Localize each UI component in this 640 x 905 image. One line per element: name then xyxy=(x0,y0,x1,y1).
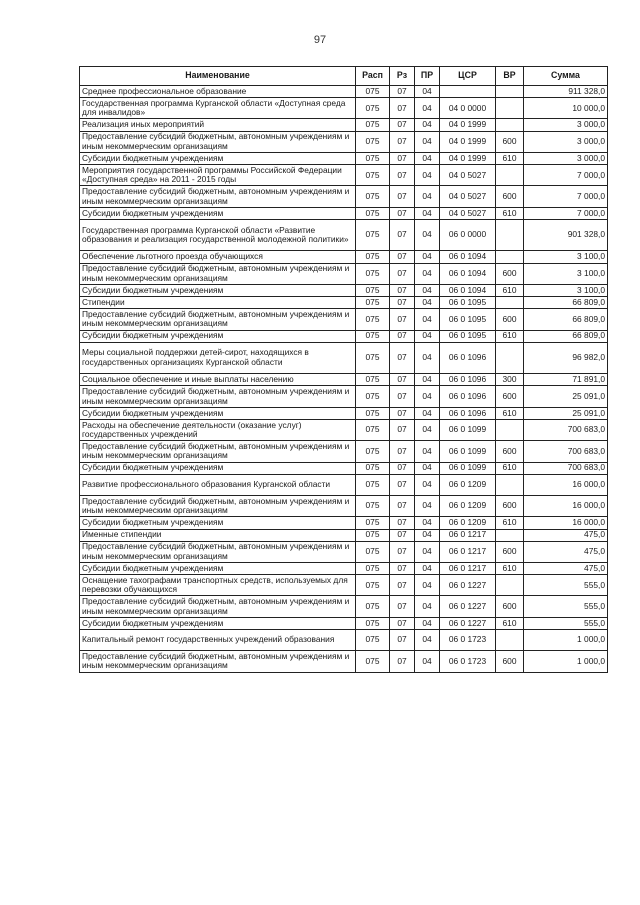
cell-name: Предоставление субсидий бюджетным, автономным учреждениям и иным некоммерческим организациям xyxy=(80,541,356,562)
table-row xyxy=(80,386,608,407)
cell-sum: 16 000,0 xyxy=(524,474,608,495)
cell-pr: 04 xyxy=(415,131,440,152)
cell-csr: 06 0 1096 xyxy=(440,342,496,374)
cell-name: Социальное обеспечение и иные выплаты населению xyxy=(80,374,356,386)
cell-csr: 06 0 1099 xyxy=(440,441,496,462)
cell-name: Субсидии бюджетным учреждениям xyxy=(80,152,356,164)
cell-pr: 04 xyxy=(415,309,440,330)
table-row xyxy=(80,219,608,251)
cell-vr: 610 xyxy=(496,284,524,296)
cell-sum: 7 000,0 xyxy=(524,207,608,219)
cell-csr: 04 0 5027 xyxy=(440,186,496,207)
cell-name: Субсидии бюджетным учреждениям xyxy=(80,563,356,575)
cell-pr: 04 xyxy=(415,186,440,207)
cell-vr xyxy=(496,529,524,541)
cell-rasp: 075 xyxy=(356,474,390,495)
cell-rz: 07 xyxy=(390,284,415,296)
cell-name: Реализация иных мероприятий xyxy=(80,119,356,131)
cell-pr: 04 xyxy=(415,330,440,342)
cell-rz: 07 xyxy=(390,629,415,650)
cell-sum: 3 000,0 xyxy=(524,152,608,164)
column-header-csr: ЦСР xyxy=(440,67,496,86)
cell-rz: 07 xyxy=(390,575,415,596)
cell-vr xyxy=(496,297,524,309)
cell-rz: 07 xyxy=(390,529,415,541)
cell-vr: 610 xyxy=(496,563,524,575)
cell-sum: 66 809,0 xyxy=(524,309,608,330)
cell-pr: 04 xyxy=(415,263,440,284)
cell-rz: 07 xyxy=(390,407,415,419)
cell-csr: 04 0 1999 xyxy=(440,152,496,164)
cell-rz: 07 xyxy=(390,462,415,474)
cell-pr: 04 xyxy=(415,207,440,219)
cell-vr: 610 xyxy=(496,330,524,342)
table-row xyxy=(80,374,608,386)
cell-sum: 700 683,0 xyxy=(524,419,608,440)
cell-csr: 06 0 1209 xyxy=(440,474,496,495)
cell-sum: 66 809,0 xyxy=(524,297,608,309)
cell-vr xyxy=(496,86,524,98)
column-header-vr: ВР xyxy=(496,67,524,86)
cell-rz: 07 xyxy=(390,119,415,131)
cell-rz: 07 xyxy=(390,474,415,495)
cell-vr: 600 xyxy=(496,186,524,207)
cell-pr: 04 xyxy=(415,629,440,650)
cell-rz: 07 xyxy=(390,563,415,575)
cell-name: Предоставление субсидий бюджетным, автономным учреждениям и иным некоммерческим организациям xyxy=(80,651,356,672)
table-row xyxy=(80,152,608,164)
column-header-rz: Рз xyxy=(390,67,415,86)
cell-sum: 10 000,0 xyxy=(524,98,608,119)
cell-pr: 04 xyxy=(415,297,440,309)
cell-csr: 06 0 1209 xyxy=(440,517,496,529)
cell-sum: 25 091,0 xyxy=(524,407,608,419)
cell-vr: 600 xyxy=(496,263,524,284)
cell-pr: 04 xyxy=(415,119,440,131)
cell-rz: 07 xyxy=(390,374,415,386)
header-row xyxy=(80,67,608,86)
cell-name: Государственная программа Курганской области «Доступная среда для инвалидов» xyxy=(80,98,356,119)
cell-rasp: 075 xyxy=(356,330,390,342)
table-row xyxy=(80,263,608,284)
table-row xyxy=(80,119,608,131)
cell-rasp: 075 xyxy=(356,152,390,164)
cell-csr: 06 0 1209 xyxy=(440,496,496,517)
cell-rz: 07 xyxy=(390,496,415,517)
table-row xyxy=(80,496,608,517)
table-row xyxy=(80,98,608,119)
table-row xyxy=(80,297,608,309)
cell-sum: 555,0 xyxy=(524,617,608,629)
cell-vr: 610 xyxy=(496,407,524,419)
cell-name: Субсидии бюджетным учреждениям xyxy=(80,462,356,474)
cell-rz: 07 xyxy=(390,86,415,98)
cell-rz: 07 xyxy=(390,342,415,374)
cell-rasp: 075 xyxy=(356,496,390,517)
cell-rz: 07 xyxy=(390,186,415,207)
cell-csr: 06 0 1094 xyxy=(440,284,496,296)
cell-vr xyxy=(496,342,524,374)
cell-pr: 04 xyxy=(415,284,440,296)
cell-pr: 04 xyxy=(415,462,440,474)
table-row xyxy=(80,165,608,186)
cell-vr: 610 xyxy=(496,152,524,164)
cell-name: Предоставление субсидий бюджетным, автономным учреждениям и иным некоммерческим организациям xyxy=(80,309,356,330)
cell-csr: 06 0 1096 xyxy=(440,386,496,407)
cell-vr: 600 xyxy=(496,496,524,517)
cell-sum: 1 000,0 xyxy=(524,651,608,672)
cell-name: Предоставление субсидий бюджетным, автономным учреждениям и иным некоммерческим организациям xyxy=(80,496,356,517)
cell-rasp: 075 xyxy=(356,309,390,330)
cell-rasp: 075 xyxy=(356,131,390,152)
cell-sum: 475,0 xyxy=(524,541,608,562)
table-row xyxy=(80,342,608,374)
cell-rz: 07 xyxy=(390,297,415,309)
cell-rasp: 075 xyxy=(356,651,390,672)
column-header-sum: Сумма xyxy=(524,67,608,86)
cell-csr: 06 0 1217 xyxy=(440,541,496,562)
cell-name: Среднее профессиональное образование xyxy=(80,86,356,98)
table-body xyxy=(80,86,608,673)
cell-rz: 07 xyxy=(390,207,415,219)
cell-name: Субсидии бюджетным учреждениям xyxy=(80,284,356,296)
cell-csr: 04 0 5027 xyxy=(440,207,496,219)
cell-sum: 3 100,0 xyxy=(524,284,608,296)
cell-name: Стипендии xyxy=(80,297,356,309)
cell-pr: 04 xyxy=(415,517,440,529)
cell-vr: 600 xyxy=(496,541,524,562)
cell-pr: 04 xyxy=(415,541,440,562)
table-row xyxy=(80,462,608,474)
table-row xyxy=(80,186,608,207)
cell-sum: 3 100,0 xyxy=(524,263,608,284)
cell-sum: 1 000,0 xyxy=(524,629,608,650)
cell-rz: 07 xyxy=(390,617,415,629)
cell-rasp: 075 xyxy=(356,441,390,462)
cell-pr: 04 xyxy=(415,251,440,263)
cell-rasp: 075 xyxy=(356,629,390,650)
cell-vr: 600 xyxy=(496,441,524,462)
cell-rasp: 075 xyxy=(356,529,390,541)
cell-name: Предоставление субсидий бюджетным, автономным учреждениям и иным некоммерческим организациям xyxy=(80,386,356,407)
cell-pr: 04 xyxy=(415,152,440,164)
cell-csr: 04 0 5027 xyxy=(440,165,496,186)
cell-sum: 555,0 xyxy=(524,575,608,596)
cell-name: Субсидии бюджетным учреждениям xyxy=(80,517,356,529)
cell-csr: 04 0 1999 xyxy=(440,131,496,152)
cell-rz: 07 xyxy=(390,596,415,617)
cell-csr: 06 0 1099 xyxy=(440,419,496,440)
cell-rasp: 075 xyxy=(356,563,390,575)
page-number: 97 xyxy=(313,34,327,46)
cell-pr: 04 xyxy=(415,219,440,251)
cell-sum: 700 683,0 xyxy=(524,462,608,474)
table-header xyxy=(80,67,608,86)
cell-sum: 71 891,0 xyxy=(524,374,608,386)
cell-vr xyxy=(496,98,524,119)
cell-sum: 475,0 xyxy=(524,563,608,575)
cell-csr: 06 0 1227 xyxy=(440,596,496,617)
table-row xyxy=(80,284,608,296)
cell-rz: 07 xyxy=(390,131,415,152)
cell-pr: 04 xyxy=(415,441,440,462)
cell-name: Меры социальной поддержки детей-сирот, находящихся в государственных организациях Курганской области xyxy=(80,342,356,374)
cell-pr: 04 xyxy=(415,596,440,617)
cell-sum: 901 328,0 xyxy=(524,219,608,251)
table-row xyxy=(80,86,608,98)
cell-rz: 07 xyxy=(390,251,415,263)
cell-sum: 555,0 xyxy=(524,596,608,617)
table-row xyxy=(80,330,608,342)
cell-rasp: 075 xyxy=(356,284,390,296)
cell-vr xyxy=(496,219,524,251)
cell-name: Предоставление субсидий бюджетным, автономным учреждениям и иным некоммерческим организациям xyxy=(80,186,356,207)
cell-csr: 06 0 1227 xyxy=(440,617,496,629)
cell-rasp: 075 xyxy=(356,596,390,617)
cell-rz: 07 xyxy=(390,441,415,462)
cell-csr: 06 0 1094 xyxy=(440,263,496,284)
cell-sum: 3 000,0 xyxy=(524,131,608,152)
cell-name: Мероприятия государственной программы Российской Федерации «Доступная среда» на 2011 - 2015 годы xyxy=(80,165,356,186)
cell-sum: 475,0 xyxy=(524,529,608,541)
cell-csr: 06 0 1099 xyxy=(440,462,496,474)
cell-sum: 700 683,0 xyxy=(524,441,608,462)
cell-pr: 04 xyxy=(415,374,440,386)
cell-vr xyxy=(496,119,524,131)
cell-pr: 04 xyxy=(415,563,440,575)
cell-name: Именные стипендии xyxy=(80,529,356,541)
cell-vr: 600 xyxy=(496,596,524,617)
cell-vr: 610 xyxy=(496,207,524,219)
column-header-rasp: Расп xyxy=(356,67,390,86)
cell-vr: 610 xyxy=(496,462,524,474)
cell-sum: 16 000,0 xyxy=(524,517,608,529)
cell-rasp: 075 xyxy=(356,407,390,419)
cell-csr: 06 0 1723 xyxy=(440,629,496,650)
cell-pr: 04 xyxy=(415,386,440,407)
cell-sum: 3 100,0 xyxy=(524,251,608,263)
cell-csr: 06 0 1095 xyxy=(440,297,496,309)
cell-pr: 04 xyxy=(415,474,440,495)
cell-rz: 07 xyxy=(390,98,415,119)
cell-name: Развитие профессионального образования Курганской области xyxy=(80,474,356,495)
cell-rz: 07 xyxy=(390,419,415,440)
cell-rz: 07 xyxy=(390,152,415,164)
cell-csr: 04 0 0000 xyxy=(440,98,496,119)
cell-sum: 66 809,0 xyxy=(524,330,608,342)
cell-csr: 06 0 1096 xyxy=(440,407,496,419)
cell-csr: 06 0 1723 xyxy=(440,651,496,672)
cell-sum: 25 091,0 xyxy=(524,386,608,407)
cell-name: Субсидии бюджетным учреждениям xyxy=(80,207,356,219)
cell-vr xyxy=(496,474,524,495)
cell-rz: 07 xyxy=(390,165,415,186)
cell-pr: 04 xyxy=(415,529,440,541)
cell-sum: 96 982,0 xyxy=(524,342,608,374)
cell-sum: 7 000,0 xyxy=(524,186,608,207)
cell-vr: 600 xyxy=(496,309,524,330)
table-row xyxy=(80,529,608,541)
cell-rz: 07 xyxy=(390,651,415,672)
cell-csr: 06 0 1217 xyxy=(440,529,496,541)
cell-vr: 610 xyxy=(496,617,524,629)
column-header-name: Наименование xyxy=(80,67,356,86)
cell-rasp: 075 xyxy=(356,517,390,529)
table-row xyxy=(80,617,608,629)
cell-vr xyxy=(496,629,524,650)
cell-rasp: 075 xyxy=(356,617,390,629)
cell-name: Предоставление субсидий бюджетным, автономным учреждениям и иным некоммерческим организациям xyxy=(80,131,356,152)
cell-name: Капитальный ремонт государственных учреждений образования xyxy=(80,629,356,650)
cell-rz: 07 xyxy=(390,330,415,342)
column-header-pr: ПР xyxy=(415,67,440,86)
cell-name: Предоставление субсидий бюджетным, автономным учреждениям и иным некоммерческим организациям xyxy=(80,441,356,462)
cell-vr xyxy=(496,251,524,263)
cell-pr: 04 xyxy=(415,651,440,672)
cell-rasp: 075 xyxy=(356,541,390,562)
cell-csr: 06 0 0000 xyxy=(440,219,496,251)
cell-pr: 04 xyxy=(415,342,440,374)
cell-csr: 06 0 1096 xyxy=(440,374,496,386)
cell-pr: 04 xyxy=(415,419,440,440)
table-row xyxy=(80,629,608,650)
cell-name: Субсидии бюджетным учреждениям xyxy=(80,617,356,629)
table-row xyxy=(80,207,608,219)
cell-pr: 04 xyxy=(415,98,440,119)
cell-name: Предоставление субсидий бюджетным, автономным учреждениям и иным некоммерческим организациям xyxy=(80,596,356,617)
cell-rasp: 075 xyxy=(356,374,390,386)
cell-csr: 06 0 1095 xyxy=(440,330,496,342)
cell-csr xyxy=(440,86,496,98)
cell-pr: 04 xyxy=(415,86,440,98)
cell-csr: 04 0 1999 xyxy=(440,119,496,131)
cell-rasp: 075 xyxy=(356,98,390,119)
table-row xyxy=(80,651,608,672)
cell-rasp: 075 xyxy=(356,386,390,407)
cell-rz: 07 xyxy=(390,517,415,529)
cell-rasp: 075 xyxy=(356,297,390,309)
cell-pr: 04 xyxy=(415,165,440,186)
table-row xyxy=(80,575,608,596)
cell-pr: 04 xyxy=(415,575,440,596)
table-row xyxy=(80,541,608,562)
cell-rasp: 075 xyxy=(356,186,390,207)
cell-name: Государственная программа Курганской области «Развитие образования и реализация государственной молодежной политики» xyxy=(80,219,356,251)
cell-csr: 06 0 1227 xyxy=(440,575,496,596)
table-row xyxy=(80,517,608,529)
cell-rasp: 075 xyxy=(356,119,390,131)
cell-sum: 7 000,0 xyxy=(524,165,608,186)
table-row xyxy=(80,131,608,152)
cell-vr: 600 xyxy=(496,386,524,407)
cell-pr: 04 xyxy=(415,617,440,629)
cell-csr: 06 0 1095 xyxy=(440,309,496,330)
cell-rz: 07 xyxy=(390,309,415,330)
cell-rasp: 075 xyxy=(356,251,390,263)
cell-sum: 911 328,0 xyxy=(524,86,608,98)
cell-rasp: 075 xyxy=(356,86,390,98)
cell-csr: 06 0 1217 xyxy=(440,563,496,575)
cell-vr xyxy=(496,165,524,186)
cell-name: Субсидии бюджетным учреждениям xyxy=(80,407,356,419)
cell-rasp: 075 xyxy=(356,207,390,219)
cell-csr: 06 0 1094 xyxy=(440,251,496,263)
cell-vr xyxy=(496,419,524,440)
cell-rasp: 075 xyxy=(356,462,390,474)
table-row xyxy=(80,309,608,330)
table-row xyxy=(80,596,608,617)
table-row xyxy=(80,563,608,575)
cell-rz: 07 xyxy=(390,263,415,284)
cell-rz: 07 xyxy=(390,219,415,251)
cell-name: Субсидии бюджетным учреждениям xyxy=(80,330,356,342)
table-row xyxy=(80,441,608,462)
cell-rasp: 075 xyxy=(356,219,390,251)
cell-rasp: 075 xyxy=(356,419,390,440)
cell-vr: 610 xyxy=(496,517,524,529)
table-row xyxy=(80,251,608,263)
cell-name: Расходы на обеспечение деятельности (оказание услуг) государственных учреждений xyxy=(80,419,356,440)
cell-sum: 16 000,0 xyxy=(524,496,608,517)
cell-vr: 600 xyxy=(496,131,524,152)
cell-pr: 04 xyxy=(415,407,440,419)
cell-rz: 07 xyxy=(390,386,415,407)
table-row xyxy=(80,419,608,440)
table-row xyxy=(80,474,608,495)
cell-sum: 3 000,0 xyxy=(524,119,608,131)
cell-name: Предоставление субсидий бюджетным, автономным учреждениям и иным некоммерческим организациям xyxy=(80,263,356,284)
cell-vr: 300 xyxy=(496,374,524,386)
table-row xyxy=(80,407,608,419)
cell-pr: 04 xyxy=(415,496,440,517)
cell-vr: 600 xyxy=(496,651,524,672)
cell-vr xyxy=(496,575,524,596)
cell-rz: 07 xyxy=(390,541,415,562)
cell-rasp: 075 xyxy=(356,165,390,186)
budget-table xyxy=(79,66,608,673)
cell-rasp: 075 xyxy=(356,342,390,374)
cell-name: Обеспечение льготного проезда обучающихся xyxy=(80,251,356,263)
cell-name: Оснащение тахографами транспортных средств, используемых для перевозки обучающихся xyxy=(80,575,356,596)
cell-rasp: 075 xyxy=(356,263,390,284)
cell-rasp: 075 xyxy=(356,575,390,596)
